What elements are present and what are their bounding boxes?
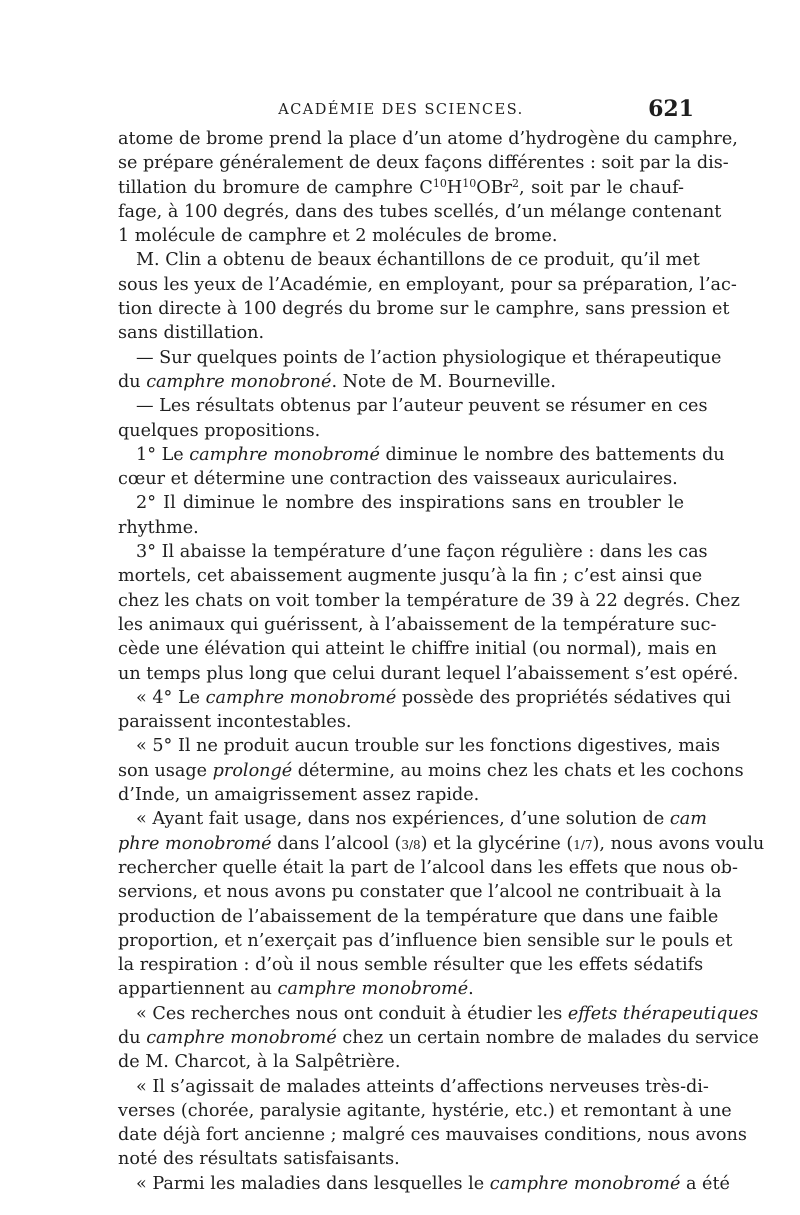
paragraph	[118, 540, 740, 686]
text-line	[118, 370, 684, 394]
text-line: se prépare généralement de deux façons différentes : soit par la dis-	[118, 153, 729, 174]
text-line: — Sur quelques points de l’action physiologique et thérapeutique	[136, 347, 722, 368]
italic-term: phre monobromé	[118, 833, 272, 854]
text-line: verses (chorée, paralysie agitante, hystérie, etc.) et remontant à une	[118, 1100, 732, 1121]
text-line: « Il s’agissait de malades atteints d’affections nerveuses très-di-	[136, 1076, 709, 1097]
text-segment: , soit par le chauf-	[519, 177, 684, 198]
text-line: servions, et nous avons pu constater que l’alcool ne contribuait à la	[118, 882, 722, 903]
paragraph	[118, 127, 738, 248]
paragraph	[118, 443, 725, 492]
paragraph	[118, 491, 684, 540]
text-segment: « Ces recherches nous ont conduit à étudier les	[136, 1003, 568, 1024]
text-line: rechercher quelle était la part de l’alcool dans les effets que nous ob-	[118, 857, 738, 878]
italic-term: cam	[669, 809, 707, 830]
text-line	[118, 807, 707, 831]
formula-index: 2	[512, 176, 519, 190]
text-line: sans distillation.	[118, 323, 265, 344]
formula-part: OBr	[476, 177, 512, 198]
formula-index: 10	[462, 176, 477, 190]
paragraph	[118, 1172, 730, 1196]
text-line	[118, 1172, 730, 1196]
text-segment: .	[468, 979, 474, 1000]
text-line: la respiration : d’où il nous semble résulter que les effets sédatifs	[118, 955, 704, 976]
text-line: sous les yeux de l’Académie, en employant, pour sa préparation, l’ac-	[118, 274, 737, 295]
paragraph	[118, 686, 731, 735]
text-line	[118, 176, 684, 200]
running-title: ACADÉMIE DES SCIENCES.	[278, 102, 524, 118]
text-line	[118, 977, 684, 1001]
formula-part: H	[446, 177, 463, 198]
italic-term: prolongé	[212, 760, 293, 781]
fraction: 3/8	[401, 837, 421, 852]
text-line	[118, 759, 744, 783]
paragraph	[118, 807, 765, 1001]
text-line: atome de brome prend la place d’un atome d’hydrogène du camphre,	[118, 129, 738, 149]
formula-index: 10	[432, 176, 447, 190]
text-line: date déjà fort ancienne ; malgré ces mauvaises conditions, nous avons	[118, 1125, 747, 1146]
text-segment: ), nous avons voulu	[592, 833, 765, 854]
text-line: chez les chats on voit tomber la température de 39 à 22 degrés. Chez	[118, 590, 740, 611]
text-line: 2° Il diminue le nombre des inspirations sans en troubler le	[136, 493, 684, 514]
text-line	[118, 686, 731, 710]
text-segment: du	[118, 1027, 147, 1048]
text-line: M. Clin a obtenu de beaux échantillons de ce produit, qu’il met	[136, 250, 700, 271]
text-line: tion directe à 100 degrés du brome sur le camphre, sans pression et	[118, 299, 730, 320]
text-segment: tillation du bromure de camphre	[118, 177, 420, 198]
text-line: noté des résultats satisfaisants.	[118, 1149, 400, 1170]
text-segment: du	[118, 371, 147, 392]
italic-term: camphre monobromé	[189, 444, 380, 465]
text-line: « 5° Il ne produit aucun trouble sur les fonctions digestives, mais	[136, 736, 721, 757]
paragraph	[118, 394, 708, 443]
text-line: d’Inde, un amaigrissement assez rapide.	[118, 785, 480, 806]
page-number: 621	[648, 96, 694, 122]
text-segment: « 4° Le	[136, 687, 206, 708]
text-line: rhythme.	[118, 517, 199, 538]
chemical-formula	[419, 178, 519, 198]
text-line: un temps plus long que celui durant lequel l’abaissement s’est opéré.	[118, 663, 739, 684]
text-line: de M. Charcot, à la Salpêtrière.	[118, 1052, 401, 1073]
text-segment: . Note de M. Bourneville.	[331, 371, 556, 392]
text-segment: « Parmi les maladies dans lesquelles le	[136, 1173, 490, 1194]
fraction: 1/7	[573, 837, 593, 852]
text-line: mortels, cet abaissement augmente jusqu’à la fin ; c’est ainsi que	[118, 566, 703, 587]
text-line: production de l’abaissement de la température que dans une faible	[118, 906, 719, 927]
text-line: 1 molécule de camphre et 2 molécules de brome.	[118, 226, 558, 247]
text-line: cède une élévation qui atteint le chiffre initial (ou normal), mais en	[118, 639, 717, 660]
text-line	[118, 1002, 759, 1026]
text-line: paraissent incontestables.	[118, 712, 352, 733]
text-line: proportion, et n’exerçait pas d’influence bien sensible sur le pouls et	[118, 930, 733, 951]
page-header	[118, 96, 694, 124]
italic-term: camphre monobroné	[146, 371, 332, 392]
text-segment: détermine, au moins chez les chats et les cochons	[292, 760, 744, 781]
text-segment: appartiennent au	[118, 979, 278, 1000]
paragraph	[118, 1002, 759, 1075]
formula-part: C	[419, 177, 433, 198]
italic-term: camphre monobromé	[205, 687, 397, 708]
text-line	[118, 1026, 759, 1050]
text-segment: son usage	[118, 760, 213, 781]
body-text	[118, 127, 765, 1196]
paragraph	[118, 1075, 747, 1172]
text-segment: chez un certain nombre de malades du service	[336, 1027, 759, 1048]
paragraph	[118, 734, 744, 807]
text-line	[118, 443, 725, 467]
text-line: 3° Il abaisse la température d’une façon régulière : dans les cas	[136, 542, 708, 563]
paragraph	[118, 248, 737, 345]
text-segment: 1° Le	[136, 444, 190, 465]
text-segment: possède des propriétés sédatives qui	[396, 687, 731, 708]
text-segment: dans l’alcool (	[271, 833, 402, 854]
text-line: fage, à 100 degrés, dans des tubes scellés, d’un mélange contenant	[118, 201, 722, 222]
text-segment: « Ayant fait usage, dans nos expériences, d’une solution de	[136, 809, 670, 830]
text-line	[118, 832, 765, 856]
text-segment: ) et la glycérine (	[420, 833, 574, 854]
text-line: — Les résultats obtenus par l’auteur peuvent se résumer en ces	[136, 396, 708, 417]
text-segment: diminue le nombre des battements du	[379, 444, 725, 465]
text-line: cœur et détermine une contraction des vaisseaux auriculaires.	[118, 469, 678, 490]
italic-term: camphre monobromé	[489, 1173, 681, 1194]
italic-term: effets thérapeutiques	[567, 1003, 759, 1024]
text-line: les animaux qui guérissent, à l’abaissement de la température suc-	[118, 614, 717, 635]
paragraph	[118, 346, 722, 395]
italic-term: camphre monobromé	[146, 1027, 337, 1048]
text-line: quelques propositions.	[118, 420, 321, 441]
text-segment: a été	[680, 1173, 730, 1194]
italic-term: camphre monobromé	[277, 979, 469, 1000]
